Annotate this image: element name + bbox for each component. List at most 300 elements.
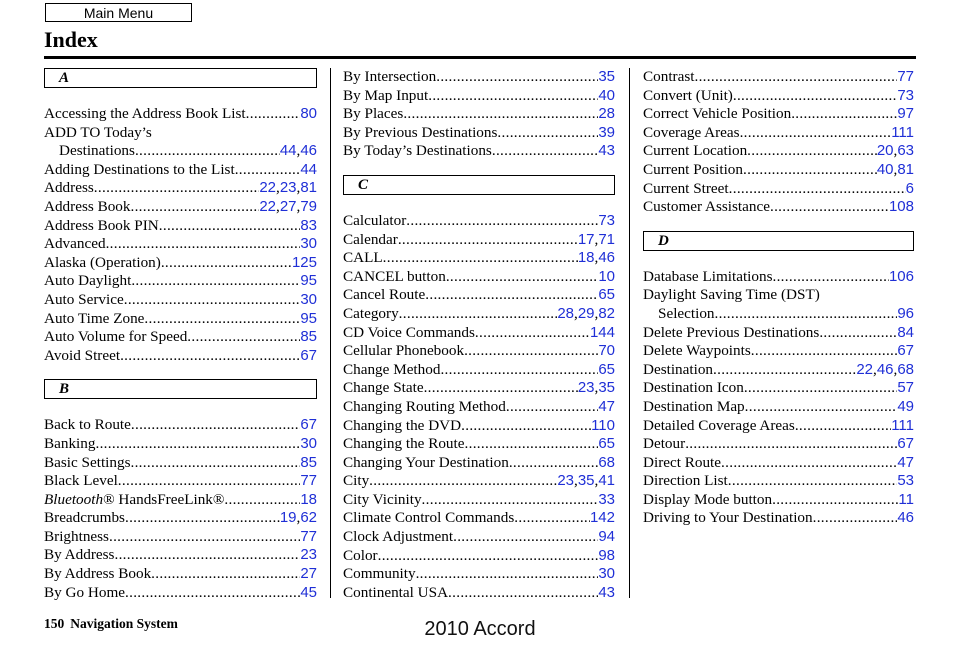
leader-dots [109,528,300,547]
page-separator: , [296,509,301,527]
index-term: Database Limitations [643,267,773,285]
index-term: Contrast [643,68,695,85]
index-entry [343,565,615,584]
leader-dots [399,305,558,324]
page-link[interactable]: 30 [300,290,317,308]
page-link[interactable]: 94 [598,528,615,546]
page-link[interactable]: 108 [888,198,914,216]
index-term: Current Position [643,160,743,178]
index-term: Destinations [59,142,135,160]
leader-dots [694,68,897,87]
page-link[interactable]: 144 [589,323,615,341]
page-link[interactable]: 6 [905,179,914,197]
page-separator: , [574,472,578,490]
index-term: Direction List [643,472,728,490]
page-link[interactable]: 79 [300,197,317,215]
index-term: Change Method [343,360,441,378]
leader-dots [428,87,598,106]
column-divider [629,68,630,598]
page-link[interactable]: 95 [300,309,317,327]
index-term: Cancel Route [343,286,426,304]
index-term: Changing the DVD [343,416,462,434]
page-link[interactable]: 45 [300,583,317,601]
index-entry [343,472,615,491]
index-entry [643,509,914,528]
leader-dots [224,491,300,510]
leader-dots [114,546,300,565]
page-link[interactable]: 18 [300,490,317,508]
page-link[interactable]: 98 [598,546,615,564]
index-entry [343,454,615,473]
leader-dots [130,198,259,217]
page-link[interactable]: 10 [598,267,615,285]
index-entry [44,142,317,161]
index-entry [643,124,914,143]
leader-dots [378,547,599,566]
page-link[interactable]: 41 [598,472,615,490]
page-link[interactable]: 33 [598,490,615,508]
index-entry [643,472,914,491]
page-link[interactable]: 29 [577,304,595,322]
leader-dots [436,68,598,87]
index-term: By Intersection [343,68,437,85]
page-link[interactable]: 23 [300,546,317,564]
page-link[interactable]: 28 [557,304,575,322]
leader-dots [403,105,598,124]
index-entry [343,212,615,231]
leader-dots [398,231,578,250]
leader-dots [159,217,301,236]
index-entry [643,68,914,87]
index-entry [343,584,615,603]
leader-dots [95,435,300,454]
page-separator: , [594,304,599,322]
leader-dots [151,565,300,584]
section-letter-d: D [643,231,914,251]
page-separator: , [893,160,898,178]
page-link[interactable]: 95 [300,272,317,290]
page-link[interactable]: 47 [897,453,914,471]
page-link[interactable]: 63 [897,142,914,160]
index-entry [643,361,914,380]
leader-dots [733,87,897,106]
page-number: 150 [44,616,65,631]
page-link[interactable]: 77 [300,472,317,490]
leader-dots [124,291,301,310]
page-link[interactable]: 111 [891,123,914,141]
index-term: Driving to Your Destination [643,509,813,527]
page-link[interactable]: 28 [598,105,615,123]
page-link[interactable]: 77 [300,527,317,545]
page-link[interactable]: 96 [897,304,914,322]
index-term: Breadcrumbs [44,509,125,527]
index-term: Brightness [44,527,109,545]
index-term: City [343,472,370,490]
index-entry [643,454,914,473]
leader-dots [422,491,599,510]
leader-dots [740,124,892,143]
page-link[interactable]: 67 [897,342,914,360]
section-letter-c: C [343,175,615,195]
index-term: Change State [343,379,424,397]
leader-dots [791,105,897,124]
page-link[interactable]: 30 [300,434,317,452]
index-term: Address Book [44,197,131,215]
page-link[interactable]: 68 [897,360,914,378]
leader-dots [446,268,599,287]
page-link[interactable]: 47 [598,397,615,415]
leader-dots [729,180,906,199]
index-term: Convert (Unit) [643,86,733,104]
leader-dots [745,398,898,417]
index-term: CANCEL button [343,267,446,285]
section-letter-b: B [44,379,317,399]
page-link[interactable]: 83 [300,216,317,234]
index-entry [343,124,615,143]
page-link[interactable]: 110 [591,416,615,434]
leader-dots [118,472,301,491]
index-term: Destination Map [643,397,745,415]
index-entry [44,435,317,454]
page-title: Index [44,27,98,52]
index-term: By Address [44,546,115,564]
index-term: By Places [343,105,404,123]
page-link[interactable]: 22 [856,360,874,378]
page-link[interactable]: 67 [300,416,317,434]
index-term: Alaska (Operation) [44,253,161,271]
page-link[interactable]: 53 [897,472,914,490]
page-link[interactable]: 67 [300,346,317,364]
index-term: Display Mode button [643,490,773,508]
index-entry [343,105,615,124]
leader-dots [425,286,598,305]
page-link[interactable]: 23 [279,179,297,197]
leader-dots [125,509,280,528]
leader-dots [770,198,889,217]
page-link[interactable]: 81 [300,179,317,197]
page-link[interactable]: 30 [300,235,317,253]
index-term: Daylight Saving Time (DST) [643,286,820,304]
page-link[interactable]: 22 [259,179,277,197]
column-divider [330,68,331,598]
index-term: Current Street [643,179,729,197]
leader-dots [125,584,300,603]
index-term: Direct Route [643,453,722,471]
index-entry [643,161,914,180]
index-term: Selection [658,304,715,322]
page-link[interactable]: 82 [598,304,615,322]
index-entry [643,286,914,305]
index-term: By Map Input [343,86,429,104]
page-link[interactable]: 84 [897,323,914,341]
index-entry [44,509,317,528]
index-entry [343,268,615,287]
page-link[interactable]: 68 [598,453,615,471]
leader-dots [751,342,898,361]
index-term: Advanced [44,235,106,253]
index-entry [643,198,914,217]
page-link[interactable]: 97 [897,105,914,123]
page-separator: , [276,179,280,197]
leader-dots [383,249,578,268]
index-entry [643,342,914,361]
index-term: Delete Previous Destinations [643,323,820,341]
index-entry [44,454,317,473]
leader-dots [795,417,891,436]
leader-dots [728,472,898,491]
index-entry [343,305,615,324]
leader-dots [747,142,877,161]
leader-dots [235,161,301,180]
index-entry [44,546,317,565]
main-menu-button[interactable]: Main Menu [45,3,192,22]
index-entry [643,491,914,510]
index-entry [44,416,317,435]
leader-dots [721,454,897,473]
page-link[interactable]: 43 [598,142,615,160]
leader-dots [440,361,598,380]
index-entry [44,310,317,329]
page-link[interactable]: 67 [897,435,914,453]
index-term: Continental USA [343,583,449,601]
leader-dots [130,454,300,473]
page-separator: , [594,249,599,267]
page-link[interactable]: 19 [279,509,297,527]
page-link[interactable]: 23 [577,379,595,397]
page-separator: , [873,360,877,378]
page-separator: , [296,197,301,215]
page-link[interactable]: 70 [598,342,615,360]
index-term: Calendar [343,230,398,248]
page-link[interactable]: 46 [897,509,914,527]
index-term: Correct Vehicle Position [643,105,792,123]
page-link[interactable]: 65 [598,286,615,304]
page-link[interactable]: 27 [300,565,317,583]
page-link[interactable]: 46 [300,142,317,160]
leader-dots [465,435,599,454]
index-term: Destination Icon [643,379,744,397]
leader-dots [131,272,300,291]
leader-dots [424,379,578,398]
leader-dots [685,435,897,454]
index-entry [643,417,914,436]
leader-dots [772,268,888,287]
index-entry [44,272,317,291]
index-entry [343,142,615,161]
index-term [44,491,224,510]
leader-dots [106,235,301,254]
page-separator: , [296,179,301,197]
index-term: Auto Daylight [44,272,132,290]
page-separator: , [893,142,898,160]
index-term: Auto Service [44,290,124,308]
page-separator: , [574,304,578,322]
index-entry [343,509,615,528]
page-link[interactable]: 35 [598,379,615,397]
index-term: Changing Routing Method [343,397,506,415]
leader-dots [497,124,598,143]
index-term: Customer Assistance [643,198,770,216]
leader-dots [135,142,280,161]
index-term: Destination [643,360,714,378]
index-term: Black Level [44,472,118,490]
index-term: Changing the Route [343,435,465,453]
page-link[interactable]: 81 [897,160,914,178]
index-term: Detour [643,435,686,453]
page-separator: , [594,472,599,490]
index-term: Community [343,565,416,583]
index-term: By Go Home [44,583,125,601]
index-entry [343,435,615,454]
page-link[interactable]: 73 [897,86,914,104]
index-term: Calculator [343,211,407,229]
index-entry [343,231,615,250]
leader-dots [464,342,598,361]
index-term-rest: ® HandsFreeLink® [103,490,225,508]
page-separator: , [594,379,599,397]
leader-dots [448,584,598,603]
page-link[interactable]: 142 [589,509,615,527]
index-term: Current Location [643,142,748,160]
page-link[interactable]: 30 [598,565,615,583]
index-term: Auto Volume for Speed [44,328,188,346]
leader-dots [744,379,898,398]
page-link[interactable]: 80 [300,105,317,122]
leader-dots [819,324,897,343]
leader-dots [120,347,300,366]
page-link[interactable]: 106 [888,267,914,285]
section-letter-a: A [44,68,317,88]
page-link[interactable]: 71 [598,230,615,248]
index-entry [343,417,615,436]
index-entry [343,528,615,547]
leader-dots [506,398,598,417]
index-entry [343,249,615,268]
index-entry [643,398,914,417]
index-entry [643,105,914,124]
leader-dots [461,417,591,436]
leader-dots [772,491,898,510]
index-entry [44,347,317,366]
page-link[interactable]: 65 [598,435,615,453]
index-entry [44,217,317,236]
index-column-3 [643,68,914,528]
index-entry [44,179,317,198]
watermark: 2010 Accord [424,618,536,640]
page-link[interactable]: 49 [897,397,914,415]
page-link[interactable]: 44 [300,160,317,178]
index-term: CALL [343,249,383,267]
page-link[interactable]: 85 [300,328,317,346]
index-term: Adding Destinations to the List [44,160,235,178]
page-link[interactable]: 73 [598,211,615,229]
leader-dots [406,212,598,231]
leader-dots [743,161,877,180]
leader-dots [416,565,599,584]
index-entry [44,565,317,584]
page-link[interactable]: 40 [598,86,615,104]
leader-dots [144,310,300,329]
page-link[interactable]: 46 [876,360,894,378]
index-entry [343,342,615,361]
page-link[interactable]: 40 [876,160,894,178]
page-link[interactable]: 27 [279,197,297,215]
index-term: Avoid Street [44,346,121,364]
page-link[interactable]: 111 [891,416,914,434]
leader-dots [813,509,898,528]
index-entry [44,105,317,124]
index-term: Category [343,304,399,322]
leader-dots [715,305,898,324]
page-link[interactable]: 46 [598,249,615,267]
index-entry [44,584,317,603]
page-link[interactable]: 23 [557,472,575,490]
page-link[interactable]: 65 [598,360,615,378]
page-link[interactable]: 17 [577,230,595,248]
index-entry [44,291,317,310]
page-link[interactable]: 85 [300,453,317,471]
index-entry [44,328,317,347]
index-term-italic: Bluetooth [44,490,104,508]
page-link[interactable]: 11 [898,490,914,508]
leader-dots [713,361,856,380]
leader-dots [161,254,292,273]
index-term: Banking [44,434,96,452]
index-term: By Previous Destinations [343,123,498,141]
leader-dots [475,324,590,343]
index-term: Delete Waypoints [643,342,751,360]
index-entry [44,491,317,510]
page-link[interactable]: 39 [598,123,615,141]
index-term: Changing Your Destination [343,453,509,471]
index-entry [44,198,317,217]
index-term: Coverage Areas [643,123,740,141]
index-term: Back to Route [44,416,131,434]
page-link[interactable]: 57 [897,379,914,397]
leader-dots [492,142,598,161]
index-entry [643,324,914,343]
index-entry [343,361,615,380]
index-term: Accessing the Address Book List [44,105,246,122]
page-link[interactable]: 125 [291,253,317,271]
page-link[interactable]: 43 [598,583,615,601]
index-entry [44,254,317,273]
index-term: Address [44,179,94,197]
page-link[interactable]: 18 [577,249,595,267]
page-link[interactable]: 44 [279,142,297,160]
leader-dots [246,105,301,124]
page-link[interactable]: 35 [577,472,595,490]
page-link[interactable]: 20 [876,142,894,160]
index-entry [44,235,317,254]
page-link[interactable]: 77 [897,68,914,85]
index-entry [44,161,317,180]
index-entry [343,87,615,106]
index-entry [643,379,914,398]
leader-dots [131,416,300,435]
index-term: City Vicinity [343,490,422,508]
index-term: CD Voice Commands [343,323,475,341]
leader-dots [453,528,598,547]
index-term: Clock Adjustment [343,528,454,546]
index-column-2 [343,68,615,602]
page-link[interactable]: 62 [300,509,317,527]
page-link[interactable]: 22 [259,197,277,215]
page-link[interactable]: 35 [598,68,615,85]
leader-dots [187,328,300,347]
index-term: Address Book PIN [44,216,159,234]
index-entry [44,528,317,547]
